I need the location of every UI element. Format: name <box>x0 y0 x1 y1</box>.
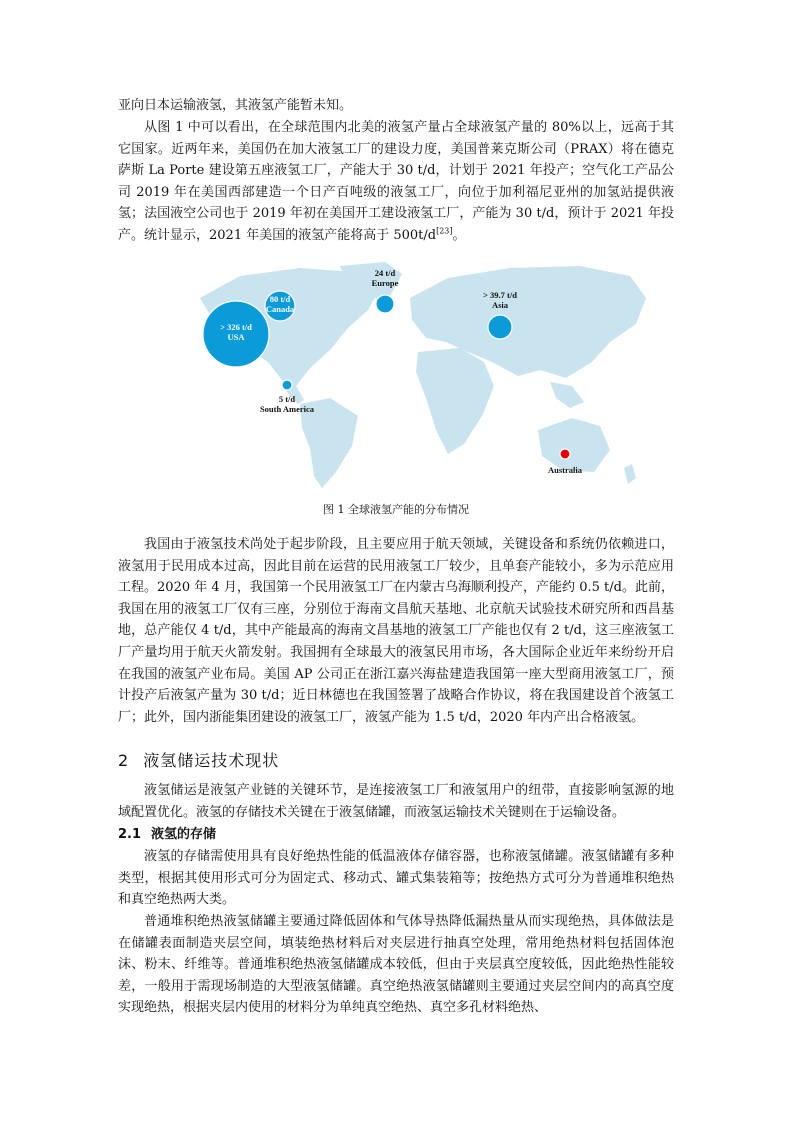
paragraph-figure-intro: 从图 1 中可以看出，在全球范围内北美的液氢产量占全球液氢产量的 80%以上，远高于其它国家。近两年来，美国仍在加大液氢工厂的建设力度，美国普莱克斯公司（PRAX）将在德克萨斯 La Porte 建设第五座液氢工厂，产能大于 30 t/d，计划于 2021 年投产；空气化工产品公司 2019 年在美国西部建造一个日产百吨级的液氢工厂，向位于加利福尼亚州的加氢站提供液氢；法国液空公司也于 2019 年初在美国开工建设液氢工厂，产能为 30 t/d，预计于 2021 年投产。统计显示，2021 年美国的液氢产能将高于 500t/d[23]。 <box>118 120 674 243</box>
subsection-title: 液氢的存储 <box>151 827 217 842</box>
label-name-europe: Europe <box>371 278 399 288</box>
paragraph-continued: 亚向日本运输液氢，其液氢产能暂未知。 <box>118 98 353 113</box>
label-name-canada: Canada <box>265 304 295 314</box>
label-value-europe: 24 t/d <box>374 268 396 278</box>
paragraph-tank-types: 普通堆积绝热液氢储罐主要通过降低固体和气体导热降低漏热量从而实现绝热，具体做法是在储罐表面制造夹层空间，填装绝热材料后对夹层进行抽真空处理，常用绝热材料包括固体泡沫、粉末、纤维等。普通堆积绝热液氢储罐成本较低，但由于夹层真空度较低，因此绝热性能较差，一般用于需现场制造的大型液氢储罐。真空绝热液氢储罐则主要通过夹层空间内的高真空度实现绝热，根据夹层内使用的材料分为单纯真空绝热、真空多孔材料绝热、 <box>118 914 674 1016</box>
label-name-asia: Asia <box>491 300 509 310</box>
continent-new-zealand <box>624 464 636 484</box>
continent-southeast-asia <box>550 382 584 408</box>
label-value-canada: 80 t/d <box>269 294 291 304</box>
paragraph-section-intro: 液氢储运是液氢产业链的关键环节，是连接液氢工厂和液氢用户的纽带，直接影响氢源的地域配置优化。液氢的存储技术关键在于液氢储罐，而液氢运输技术关键则在于运输设备。 <box>118 783 674 820</box>
label-name-usa: USA <box>227 332 245 342</box>
section-heading <box>118 750 279 772</box>
label-name-south-america: South America <box>259 404 315 414</box>
bubble-australia <box>560 449 570 459</box>
continent-australia <box>538 418 610 472</box>
bubble-south-america <box>282 380 292 390</box>
label-name-australia: Australia <box>548 465 582 475</box>
citation-ref: [23] <box>436 226 453 236</box>
bubble-europe <box>376 295 394 313</box>
paragraph-storage: 液氢的存储需使用具有良好绝热性能的低温液体存储容器，也称液氢储罐。液氢储罐有多种类型，根据其使用形式可分为固定式、移动式、罐式集装箱等；按绝热方式可分为普通堆积绝热和真空绝热两大类。 <box>118 849 674 908</box>
world-map <box>180 258 650 490</box>
subsection-heading <box>118 825 216 845</box>
bubble-asia <box>488 315 512 339</box>
paragraph-china: 我国由于液氢技术尚处于起步阶段，且主要应用于航天领域，关键设备和系统仍依赖进口，液氢用于民用成本过高，因此目前在运营的民用液氢工厂较少，且单套产能较小，多为示范应用工程。2020 年 4 月，我国第一个民用液氢工厂在内蒙古乌海顺利投产，产能约 0.5 t/d。此前，我国在用的液氢工厂仅有三座，分别位于海南文昌航天基地、北京航天试验技术研究所和西昌基地，总产能仅 4 t/d，其中产能最高的海南文昌基地的液氢工厂产能也仅有 2 t/d，这三座液氢工厂产量均用于航天火箭发射。我国拥有全球最大的液氢民用市场，各大国际企业近年来纷纷开启在我国的液氢产业布局。美国 AP 公司正在浙江嘉兴海盐建造我国第一座大型商用液氢工厂，预计投产后液氢产量为 30 t/d；近日林德也在我国签署了战略合作协议，将在我国建设首个液氢工厂；此外，国内浙能集团建设的液氢工厂，液氢产能为 1.5 t/d，2020 年内产出合格液氢。 <box>118 537 674 725</box>
section-title: 液氢储运技术现状 <box>143 751 280 770</box>
label-value-south-america: 5 t/d <box>278 394 296 404</box>
section-number: 2 <box>118 751 130 770</box>
continents <box>200 262 646 488</box>
figure-caption: 图 1 全球液氢产能的分布情况 <box>323 503 469 516</box>
label-value-usa: > 326 t/d <box>220 322 252 332</box>
label-value-asia: > 39.7 t/d <box>483 290 517 300</box>
continent-africa <box>416 348 494 454</box>
world-map-figure <box>180 258 650 490</box>
subsection-number: 2.1 <box>118 827 142 842</box>
